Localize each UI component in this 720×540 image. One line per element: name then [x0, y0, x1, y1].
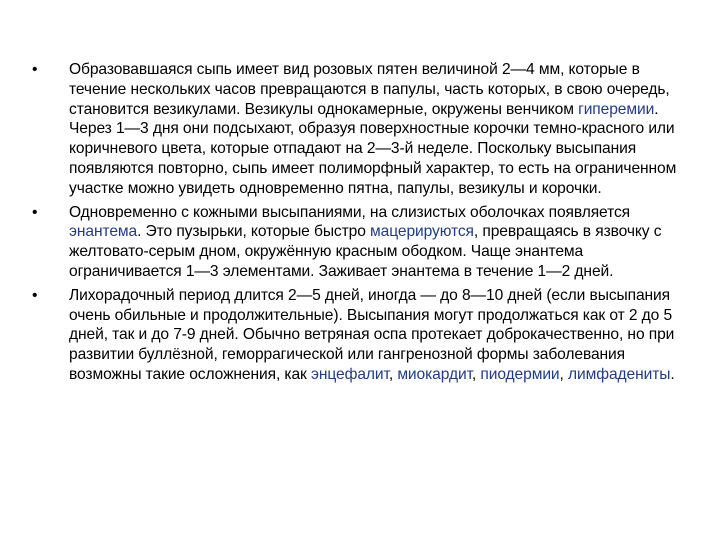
punctuation: , [559, 365, 569, 383]
term-link-piodermii[interactable]: пиодермии [480, 365, 560, 383]
bullet-item [32, 60, 692, 199]
bullet-marker: • [32, 203, 38, 221]
term-link-limfadenity[interactable]: лимфадениты [568, 365, 671, 383]
bullet-list [32, 60, 692, 389]
bullet-text: . Через 1—3 дня они подсыхают, образуя поверхностные корочки темно-красного или коричневого цвета, которые отпадают на 2—3-й неделе. Поскольку высыпания появляются повторно, сыпь имеет полиморфный характер, то есть на ограниченном участке можно увидеть одновременно пятна, папулы, везикулы и корочки. [69, 100, 677, 197]
bullet-text: , превращаясь в язвочку с желтовато-серым дном, окружённую красным ободком. Чаще энантема ограничивается 1—3 элементами. Заживает энантема в течение 1—2 дней. [69, 223, 662, 280]
term-link-giperemii[interactable]: гиперемии [578, 100, 655, 118]
punctuation: , [388, 365, 398, 383]
term-link-enantema[interactable]: энантема [69, 223, 138, 241]
bullet-item [32, 203, 692, 282]
bullet-text: Лихорадочный период длится 2—5 дней, иногда — до 8—10 дней (если высыпания очень обильные и продолжительные). Высыпания могут продолжаться как от 2 до 5 дней, так и до 7-9 дней. Обычно ветряная оспа протекает доброкачественно, но при развитии буллёзной, геморрагической или гангренозной формы заболевания возможны такие осложнения, как [69, 286, 675, 383]
bullet-marker: • [32, 286, 38, 304]
punctuation: , [471, 365, 481, 383]
punctuation: . [670, 365, 675, 383]
bullet-marker: • [32, 61, 38, 78]
bullet-text: Одновременно с кожными высыпаниями, на слизистых оболочках появляется [69, 203, 631, 221]
bullet-text: . Это пузырьки, которые быстро [137, 223, 371, 241]
bullet-item [32, 286, 692, 385]
term-link-encefalit[interactable]: энцефалит [311, 365, 389, 383]
term-link-macerirujutsya[interactable]: мацерируются [370, 223, 474, 241]
bullet-text: Образовавшаяся сыпь имеет вид розовых пятен величиной 2—4 мм, которые в течение нескольких часов превращаются в папулы, часть которых, в свою очередь, становится везикулами. Везикулы однокамерные, окружены венчиком [69, 61, 670, 118]
term-link-miokardit[interactable]: миокардит [397, 365, 472, 383]
